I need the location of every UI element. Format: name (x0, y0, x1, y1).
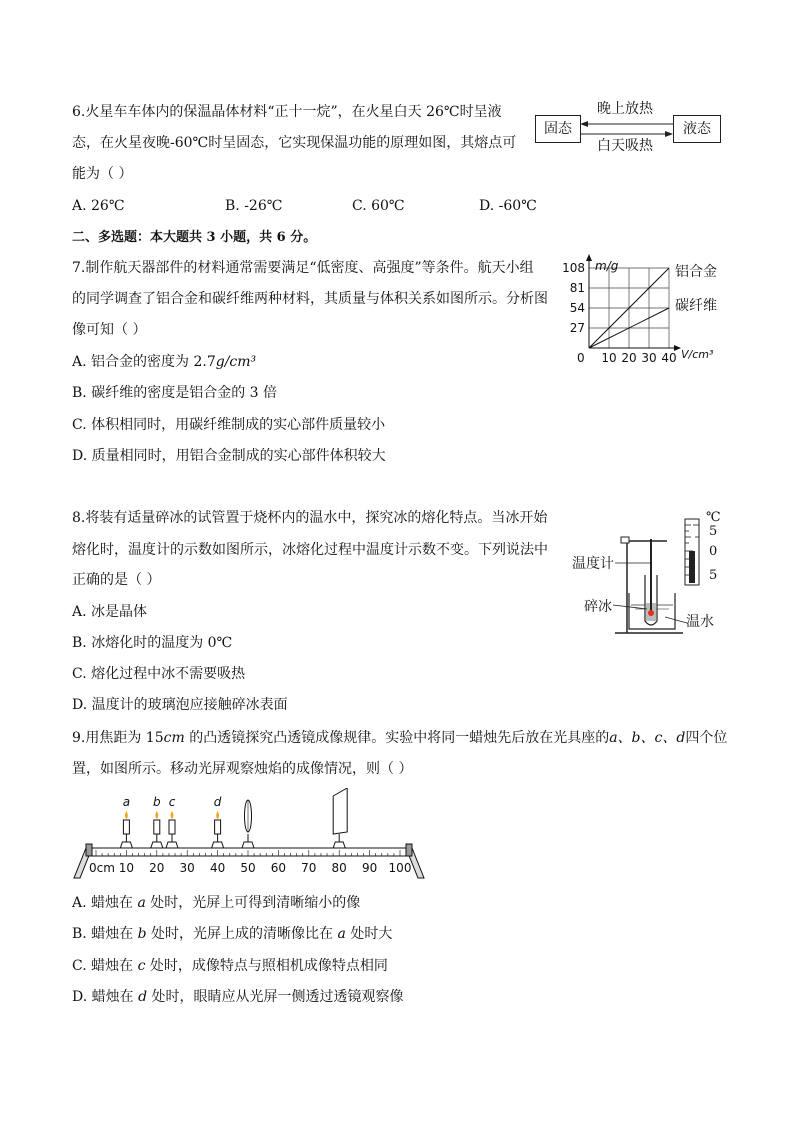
q7-line2: 的同学调查了铝合金和碳纤维两种材料，其质量与体积关系如图所示。分析图 (72, 291, 548, 307)
optical-bench (72, 788, 432, 884)
q7-option-c[interactable]: C. 体积相同时，用碳纤维制成的实心部件质量较小 (72, 417, 386, 433)
holder-base (333, 842, 345, 848)
bench-end-cap (406, 844, 412, 856)
scale-label: 50 (240, 861, 256, 875)
q8-option-a[interactable]: A. 冰是晶体 (72, 604, 148, 620)
holder-base (166, 842, 178, 848)
origin-label: 0 (577, 351, 585, 365)
q8-option-d[interactable]: D. 温度计的玻璃泡应接触碎冰表面 (72, 697, 288, 713)
q6-option-a[interactable]: A. 26℃ (72, 198, 125, 214)
q9-line2: 置，如图所示。移动光屏观察烛焰的成像情况，则（ ） (72, 761, 413, 777)
q6-line3: 能为（ ） (72, 166, 133, 182)
q7-option-a-text: A. 铝合金的密度为 2.7 (72, 354, 216, 370)
thermometer-label: 温度计 (572, 556, 614, 572)
q9-option-a[interactable] (72, 893, 360, 913)
scale-label: 100 (388, 861, 412, 875)
bench-rail (86, 848, 412, 856)
candle-flame (155, 811, 158, 819)
x-axis-arrow (674, 345, 681, 351)
x-tick-label: 40 (661, 351, 677, 365)
y-tick-label: 108 (562, 261, 585, 275)
scale-label: 70 (301, 861, 317, 875)
q9-line1-a: 9.用焦距为 15 (72, 730, 164, 746)
q7-line3: 像可知（ ） (72, 322, 147, 338)
mass-volume-chart (555, 250, 735, 372)
liquid-box: 液态 (673, 115, 721, 143)
scale-label: 0cm (89, 861, 115, 875)
q7-line1: 7.制作航天器部件的材料通常需要满足“低密度、高强度”等条件。航天小组 (72, 260, 534, 276)
scale-label: 10 (118, 861, 135, 875)
q9-option-b-p2: 处时，光屏上成的清晰像比在 (146, 926, 338, 942)
q9-line1-cm: cm (163, 730, 185, 746)
series-label: 碳纤维 (675, 298, 717, 314)
q6-option-c[interactable]: C. 60℃ (352, 198, 405, 214)
q9-option-c[interactable] (72, 956, 388, 976)
x-tick-label: 20 (621, 351, 637, 365)
candle-flame (125, 811, 128, 819)
day-absorb-label: 白天吸热 (597, 138, 653, 154)
candle (123, 820, 129, 834)
q9-option-a-pos: a (137, 895, 146, 911)
scale-mark-top: 5 (709, 524, 718, 539)
night-release-label: 晚上放热 (597, 101, 653, 117)
q8-line2: 熔化时，温度计的示数如图所示，冰熔化过程中温度计示数不变。下列说法中 (72, 542, 548, 558)
holder-base (151, 842, 163, 848)
warm-water-label: 温水 (686, 614, 714, 630)
candle-position-label: c (168, 795, 176, 809)
holder-base (212, 842, 224, 848)
q9-line1-positions: a、b、c、d (609, 730, 686, 746)
q8-option-b[interactable]: B. 冰熔化时的温度为 0℃ (72, 635, 233, 651)
light-screen (333, 788, 347, 834)
section-multi-choice-heading (72, 228, 316, 248)
candle (154, 820, 160, 834)
q9-option-d[interactable] (72, 987, 404, 1007)
scale-unit: ℃ (706, 510, 721, 525)
x-tick-label: 30 (641, 351, 657, 365)
x-tick-label: 10 (601, 351, 617, 365)
q9-option-b-p1: B. 蜡烛在 (72, 926, 138, 942)
candle-flame (171, 811, 174, 819)
q9-option-d-p2: 处时，眼睛应从光屏一侧透过透镜观察像 (147, 989, 404, 1005)
y-axis-arrow (586, 254, 592, 261)
q9-option-b[interactable] (72, 924, 392, 944)
scale-mark-bottom: 5 (709, 568, 718, 583)
scale-label: 80 (331, 861, 347, 875)
bench-end-cap (86, 844, 92, 856)
scale-label: 60 (270, 861, 287, 875)
q9-option-a-p1: A. 蜡烛在 (72, 895, 138, 911)
q9-option-a-p2: 处时，光屏上可得到清晰缩小的像 (145, 895, 361, 911)
q8-line1: 8.将装有适量碎冰的试管置于烧杯内的温水中，探究冰的熔化特点。当冰开始 (72, 510, 548, 526)
y-axis-label: m/g (595, 259, 619, 273)
scale-label: 40 (209, 861, 226, 875)
q9-option-d-p1: D. 蜡烛在 (72, 989, 139, 1005)
y-tick-label: 81 (569, 281, 585, 295)
candle-position-label: b (152, 795, 161, 809)
x-axis-label: V/cm³ (681, 348, 714, 361)
holder-base (120, 842, 132, 848)
y-tick-label: 54 (569, 301, 585, 315)
section-prefix: 二、多选题： (72, 230, 151, 245)
q9-option-b-p3: 处时大 (345, 926, 393, 942)
ice-label: 碎冰 (584, 599, 612, 615)
q9-line1-c: 四个位 (685, 730, 728, 746)
q8-option-c[interactable]: C. 熔化过程中冰不需要吸热 (72, 666, 246, 682)
q6-line2: 态，在火星夜晚-60℃时呈固态，它实现保温功能的原理如图，其熔点可 (72, 135, 517, 151)
section-text: 本大题共 3 小题，共 6 分。 (150, 230, 317, 245)
q8-line3: 正确的是（ ） (72, 572, 161, 588)
q9-option-b-pos: b (137, 926, 147, 942)
scale-mark-zero: 0 (709, 544, 718, 559)
y-tick-label: 27 (569, 321, 585, 335)
q6-option-b[interactable]: B. -26℃ (225, 198, 283, 214)
q9-line1-b: 的凸透镜探究凸透镜成像规律。实验中将同一蜡烛先后放在光具座的 (184, 730, 610, 746)
q7-option-d[interactable]: D. 质量相同时，用铝合金制成的实心部件体积较大 (72, 448, 386, 464)
candle (169, 820, 175, 834)
candle (215, 820, 221, 834)
q7-option-a-unit: g/cm³ (215, 354, 257, 370)
q9-option-c-p2: 处时，成像特点与照相机成像特点相同 (145, 958, 388, 974)
candle-position-label: d (213, 795, 222, 809)
scale-label: 20 (149, 861, 165, 875)
candle-flame (216, 811, 219, 819)
holder-base (242, 842, 254, 848)
q6-line1: 6.火星车车体内的保温晶体材料“正十一烷”，在火星白天 26℃时呈液 (72, 104, 502, 120)
scale-label: 30 (179, 861, 195, 875)
q9-option-d-pos: d (138, 989, 148, 1005)
q7-option-b[interactable]: B. 碳纤维的密度是铝合金的 3 倍 (72, 385, 277, 401)
q6-option-d[interactable]: D. -60℃ (479, 198, 537, 214)
candle-position-label: a (122, 795, 131, 809)
q9-line1 (72, 728, 727, 748)
q9-option-b-pos2: a (337, 926, 346, 942)
q9-option-c-pos: c (137, 958, 146, 974)
scale-label: 90 (361, 861, 378, 875)
series-label: 铝合金 (675, 264, 717, 280)
q9-option-c-p1: C. 蜡烛在 (72, 958, 138, 974)
q7-option-a[interactable] (72, 352, 256, 372)
solid-box: 固态 (535, 115, 581, 143)
